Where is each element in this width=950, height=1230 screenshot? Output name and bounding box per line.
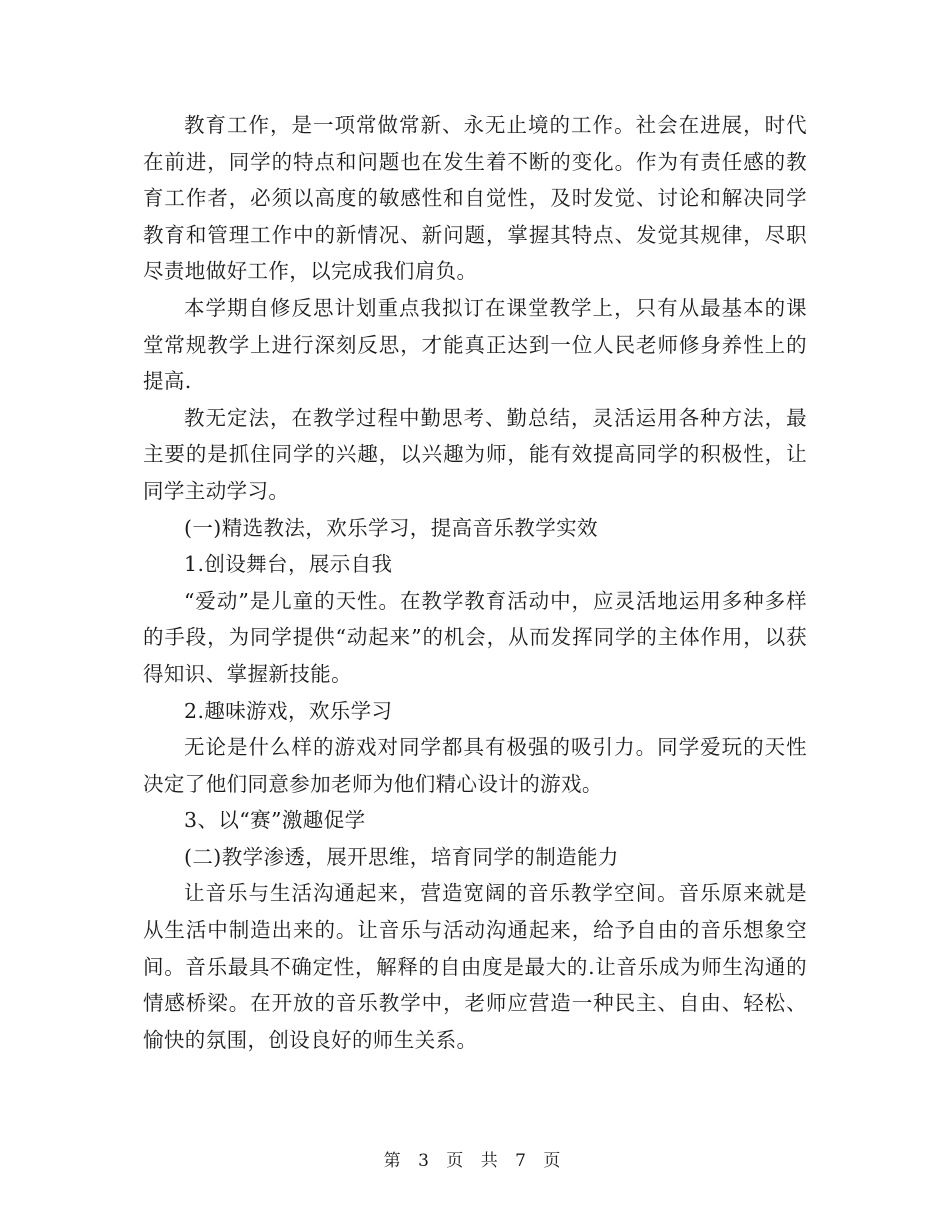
paragraph-music-life: 让音乐与生活沟通起来，营造宽阔的音乐教学空间。音乐原来就是从生活中制造出来的。让音乐与活动沟通起来，给予自由的音乐想象空间。音乐最具不确定性，解释的自由度是最大的.让音乐成为师生沟通的情感桥梁。在开放的音乐教学中，老师应营造一种民主、自由、轻松、愉快的氛围，创设良好的师生关系。 xyxy=(143,881,807,1052)
paragraph-game: 无论是什么样的游戏对同学都具有极强的吸引力。同学爱玩的天性决定了他们同意参加老师为他们精心设计的游戏。 xyxy=(143,735,807,796)
section-heading-1: (一)精选教法，欢乐学习，提高音乐教学实效 xyxy=(184,515,598,540)
paragraph-method: 教无定法，在教学过程中勤思考、勤总结，灵活运用各种方法，最主要的是抓住同学的兴趣，以兴趣为师，能有效提高同学的积极性，让同学主动学习。 xyxy=(143,405,807,503)
paragraph-intro: 教育工作，是一项常做常新、永无止境的工作。社会在进展，时代在前进，同学的特点和问题也在发生着不断的变化。作为有责任感的教育工作者，必须以高度的敏感性和自觉性，及时发觉、讨论和解决同学教育和管理工作中的新情况、新问题，掌握其特点、发觉其规律，尽职尽责地做好工作，以完成我们肩负。 xyxy=(143,113,807,284)
section-heading-2: (二)教学渗透，展开思维，培育同学的制造能力 xyxy=(184,844,619,869)
subheading-2: 2.趣味游戏，欢乐学习 xyxy=(184,698,393,723)
subheading-1: 1.创设舞台，展示自我 xyxy=(184,552,393,577)
paragraph-plan: 本学期自修反思计划重点我拟订在课堂教学上，只有从最基本的课堂常规教学上进行深刻反思，才能真正达到一位人民老师修身养性上的提高. xyxy=(143,295,807,394)
page-number: 第 3 页 共 7 页 xyxy=(383,1151,567,1171)
paragraph-activity: “爱动”是儿童的天性。在教学教育活动中，应灵活地运用多种多样的手段，为同学提供“动起来”的机会，从而发挥同学的主体作用，以获得知识、掌握新技能。 xyxy=(143,588,807,686)
document-body xyxy=(143,107,807,1058)
subheading-3: 3、以“赛”激趣促学 xyxy=(184,808,366,833)
